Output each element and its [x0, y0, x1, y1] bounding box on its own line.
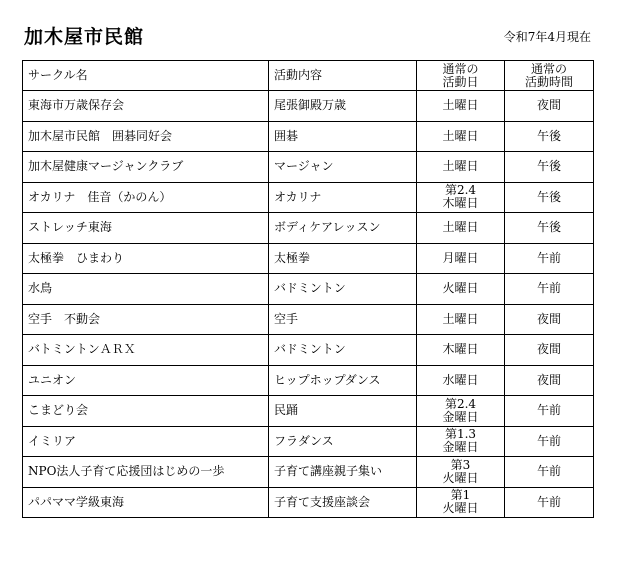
column-header-day-line1: 通常の — [442, 61, 479, 76]
circle-name-cell: ユニオン — [23, 365, 269, 396]
activity-cell: 民踊 — [269, 396, 417, 427]
table-row — [23, 304, 594, 335]
activity-cell: 空手 — [269, 304, 417, 335]
activity-day-cell: 土曜日 — [417, 304, 505, 335]
activity-cell: フラダンス — [269, 426, 417, 457]
circle-name-cell: イミリア — [23, 426, 269, 457]
activity-cell: ボディケアレッスン — [269, 213, 417, 244]
activity-day-weekday: 火曜日 — [442, 470, 479, 485]
activity-day-cell: 土曜日 — [417, 91, 505, 122]
activity-day-weekday: 金曜日 — [442, 440, 479, 455]
table-row — [23, 396, 594, 427]
table-row — [23, 487, 594, 518]
circle-name-cell: 空手 不動会 — [23, 304, 269, 335]
activity-day-cell: 火曜日 — [417, 274, 505, 305]
activity-day-cell — [417, 426, 505, 457]
activity-day-cell: 水曜日 — [417, 365, 505, 396]
circle-name-cell: 太極拳 ひまわり — [23, 243, 269, 274]
table-row — [23, 365, 594, 396]
activity-time-cell: 夜間 — [505, 304, 594, 335]
circle-name-cell: パパママ学級東海 — [23, 487, 269, 518]
activity-day-weekday: 木曜日 — [442, 196, 479, 211]
table-header — [23, 61, 594, 91]
activity-cell: マージャン — [269, 152, 417, 183]
activity-day-cell — [417, 487, 505, 518]
column-header-time — [505, 61, 594, 91]
column-header-day-line2: 活動日 — [442, 74, 479, 89]
activity-day-week: 第3 — [450, 457, 471, 472]
table-row — [23, 243, 594, 274]
table-row — [23, 426, 594, 457]
activity-time-cell: 午後 — [505, 152, 594, 183]
activity-cell: オカリナ — [269, 182, 417, 213]
table-body — [23, 91, 594, 518]
activity-cell: 子育て講座親子集い — [269, 457, 417, 488]
activity-time-cell: 午前 — [505, 487, 594, 518]
activity-day-week: 第1.3 — [444, 427, 477, 442]
activity-day-cell — [417, 396, 505, 427]
circle-name-cell: 水鳥 — [23, 274, 269, 305]
activity-day-week: 第2.4 — [444, 396, 477, 411]
table-row — [23, 91, 594, 122]
activity-time-cell: 夜間 — [505, 91, 594, 122]
activity-cell: バドミントン — [269, 274, 417, 305]
circle-name-cell: 加木屋健康マージャンクラブ — [23, 152, 269, 183]
activity-time-cell: 午後 — [505, 213, 594, 244]
activity-day-week: 第1 — [450, 488, 471, 503]
activity-day-cell: 木曜日 — [417, 335, 505, 366]
activity-time-cell: 午前 — [505, 274, 594, 305]
circle-name-cell: こまどり会 — [23, 396, 269, 427]
activity-day-cell: 土曜日 — [417, 213, 505, 244]
circle-name-cell: バトミントンＡＲＸ — [23, 335, 269, 366]
activity-time-cell: 午前 — [505, 426, 594, 457]
activity-time-cell: 午前 — [505, 243, 594, 274]
column-header-day — [417, 61, 505, 91]
column-header-circle-name: サークル名 — [23, 61, 269, 91]
activity-time-cell: 午前 — [505, 457, 594, 488]
activity-day-cell — [417, 182, 505, 213]
activity-cell: 囲碁 — [269, 121, 417, 152]
circle-name-cell: 東海市万歳保存会 — [23, 91, 269, 122]
circle-name-cell: オカリナ 佳音（かのん） — [23, 182, 269, 213]
circle-name-cell: NPO法人子育て応援団はじめの一歩 — [23, 457, 269, 488]
activity-cell: 尾張御殿万歳 — [269, 91, 417, 122]
activity-time-cell: 午前 — [505, 396, 594, 427]
table-row — [23, 274, 594, 305]
table-row — [23, 335, 594, 366]
activity-day-cell: 月曜日 — [417, 243, 505, 274]
activity-day-week: 第2.4 — [444, 183, 477, 198]
activity-cell: ヒップホップダンス — [269, 365, 417, 396]
column-header-time-line1: 通常の — [530, 61, 567, 76]
circle-table — [22, 60, 594, 518]
circle-name-cell: ストレッチ東海 — [23, 213, 269, 244]
activity-time-cell: 午後 — [505, 182, 594, 213]
circle-name-cell: 加木屋市民館 囲碁同好会 — [23, 121, 269, 152]
activity-day-cell: 土曜日 — [417, 121, 505, 152]
table-row — [23, 457, 594, 488]
activity-time-cell: 午後 — [505, 121, 594, 152]
activity-cell: 子育て支援座談会 — [269, 487, 417, 518]
activity-cell: バドミントン — [269, 335, 417, 366]
column-header-time-line2: 活動時間 — [524, 74, 573, 89]
column-header-activity: 活動内容 — [269, 61, 417, 91]
activity-time-cell: 夜間 — [505, 335, 594, 366]
page-title: 加木屋市民館 — [24, 26, 145, 48]
table-row — [23, 213, 594, 244]
activity-day-weekday: 金曜日 — [442, 409, 479, 424]
activity-cell: 太極拳 — [269, 243, 417, 274]
table-row — [23, 121, 594, 152]
as-of-date: 令和7年4月現在 — [503, 30, 591, 44]
table-row — [23, 152, 594, 183]
activity-day-cell — [417, 457, 505, 488]
activity-day-weekday: 火曜日 — [442, 501, 479, 516]
activity-day-cell: 土曜日 — [417, 152, 505, 183]
activity-time-cell: 夜間 — [505, 365, 594, 396]
table-row — [23, 182, 594, 213]
